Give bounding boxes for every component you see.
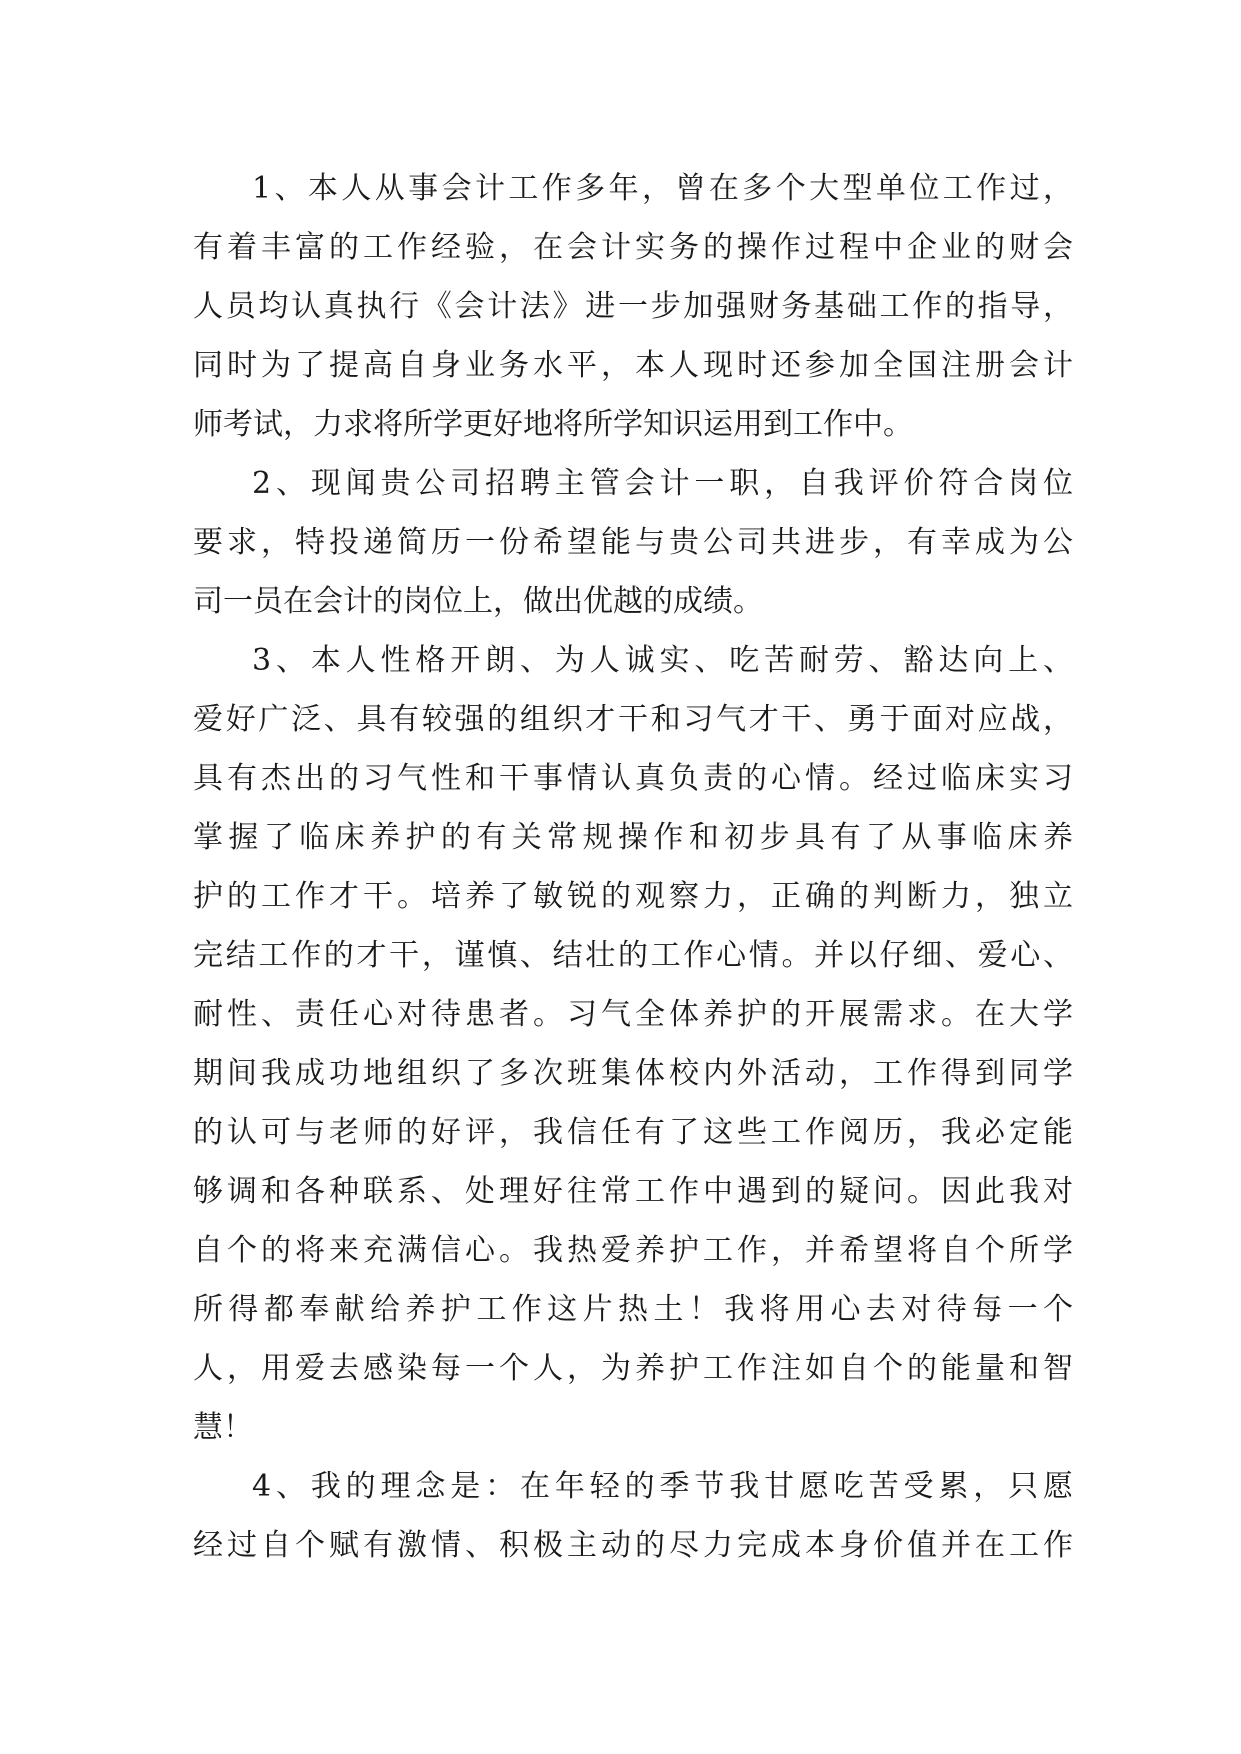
- text-line: 4、我的理念是：在年轻的季节我甘愿吃苦受累，只愿: [252, 1469, 1073, 1504]
- text-line: 人，用爱去感染每一个人，为养护工作注如自个的能量和智: [193, 1351, 1073, 1386]
- text-line: 慧！: [193, 1410, 253, 1445]
- text-line: 耐性、责任心对待患者。习气全体养护的开展需求。在大学: [193, 997, 1073, 1032]
- text-line: 的认可与老师的好评，我信任有了这些工作阅历，我必定能: [193, 1115, 1073, 1150]
- paragraph-1: [193, 159, 1073, 454]
- text-line: 3、本人性格开朗、为人诚实、吃苦耐劳、豁达向上、: [252, 643, 1073, 678]
- paragraph-3: [193, 631, 1073, 1457]
- text-line: 2、现闻贵公司招聘主管会计一职，自我评价符合岗位: [252, 466, 1073, 501]
- paragraph-4: [193, 1457, 1073, 1575]
- text-line: 护的工作才干。培养了敏锐的观察力，正确的判断力，独立: [193, 879, 1073, 914]
- text-line: 司一员在会计的岗位上，做出优越的成绩。: [193, 584, 763, 619]
- text-line: 师考试，力求将所学更好地将所学知识运用到工作中。: [193, 407, 913, 442]
- text-line: 自个的将来充满信心。我热爱养护工作，并希望将自个所学: [193, 1233, 1073, 1268]
- text-line: 要求，特投递简历一份希望能与贵公司共进步，有幸成为公: [193, 525, 1073, 560]
- text-line: 同时为了提高自身业务水平，本人现时还参加全国注册会计: [193, 348, 1073, 383]
- text-line: 完结工作的才干，谨慎、结壮的工作心情。并以仔细、爱心、: [193, 938, 1073, 973]
- text-line: 爱好广泛、具有较强的组织才干和习气才干、勇于面对应战，: [193, 702, 1073, 737]
- text-line: 期间我成功地组织了多次班集体校内外活动，工作得到同学: [193, 1056, 1073, 1091]
- text-line: 人员均认真执行《会计法》进一步加强财务基础工作的指导，: [193, 289, 1073, 324]
- text-line: 够调和各种联系、处理好往常工作中遇到的疑问。因此我对: [193, 1174, 1073, 1209]
- document-body: [193, 159, 1073, 1575]
- text-line: 经过自个赋有激情、积极主动的尽力完成本身价值并在工作: [193, 1528, 1073, 1563]
- text-line: 具有杰出的习气性和干事情认真负责的心情。经过临床实习: [193, 761, 1073, 796]
- text-line: 1、本人从事会计工作多年，曾在多个大型单位工作过，: [252, 171, 1073, 206]
- text-line: 有着丰富的工作经验，在会计实务的操作过程中企业的财会: [193, 230, 1073, 265]
- paragraph-2: [193, 454, 1073, 631]
- text-line: 所得都奉献给养护工作这片热土！我将用心去对待每一个: [193, 1292, 1073, 1327]
- text-line: 掌握了临床养护的有关常规操作和初步具有了从事临床养: [193, 820, 1073, 855]
